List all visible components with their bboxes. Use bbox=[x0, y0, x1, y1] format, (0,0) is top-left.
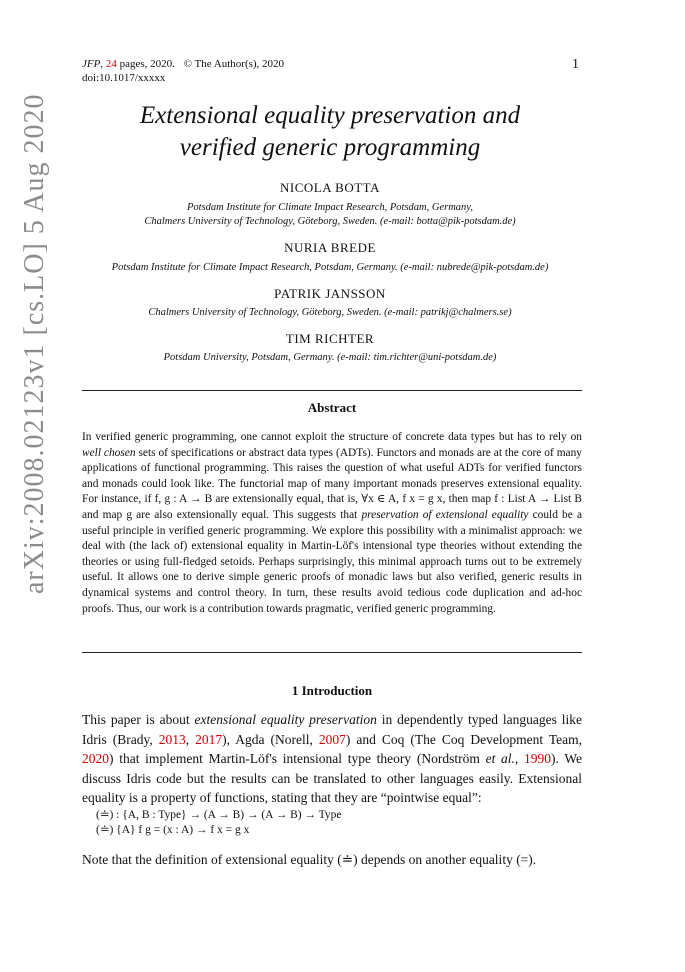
abstract-top-rule bbox=[82, 390, 582, 391]
section-heading: 1 Introduction bbox=[291, 683, 373, 698]
doi: doi:10.1017/xxxxx bbox=[82, 72, 166, 84]
citation-link[interactable]: 2020 bbox=[82, 751, 109, 766]
author-name: NURIA BREDE bbox=[284, 240, 376, 255]
author-affiliation: Potsdam University, Potsdam, Germany. (e-mail: tim.richter@uni-potsdam.de) bbox=[163, 352, 497, 363]
journal-header: JFP, 24 pages, 2020. © The Author(s), 2020 bbox=[82, 58, 285, 70]
pages-count-link[interactable]: 24 bbox=[105, 58, 117, 70]
code-line-1: (≐) : {A, B : Type} → (A → B) → (A → B) → Type bbox=[96, 809, 342, 821]
title-line-2: verified generic programming bbox=[179, 134, 481, 161]
author-affiliation: Potsdam Institute for Climate Impact Research, Potsdam, Germany, bbox=[187, 202, 473, 213]
pages-rest: pages, 2020. bbox=[116, 58, 175, 70]
page-number: 1 bbox=[572, 57, 579, 72]
citation-link[interactable]: 2007 bbox=[318, 731, 346, 747]
citation-link[interactable]: 2013 bbox=[158, 731, 186, 747]
arxiv-stamp: arXiv:2008.02123v1 [cs.LO] 5 Aug 2020 bbox=[19, 93, 50, 594]
closing-sentence: Note that the definition of extensional equality (≐) depends on another equality (=). bbox=[82, 852, 537, 867]
author-name: TIM RICHTER bbox=[285, 331, 375, 346]
author-name: NICOLA BOTTA bbox=[280, 180, 380, 195]
intro-paragraph: This paper is about extensional equality preservation in dependently typed languages like Idris (Brady, 2013, 2017), Agda (Norell, 2007) and Coq (The Coq Development Team, 2020) that implement Martin-Löf's intensional type theory (Nordström et al., 1990). We discuss Idris code but the results can be translated to other languages easily. Extensional equality is a property of functions, stating that they are “pointwise equal”: bbox=[82, 712, 583, 805]
journal-name: JFP bbox=[82, 58, 101, 70]
copyright: © The Author(s), 2020 bbox=[183, 58, 285, 70]
author-affiliation: Chalmers University of Technology, Göteborg, Sweden. (e-mail: patrikj@chalmers.se) bbox=[148, 307, 512, 318]
citation-link[interactable]: 2017 bbox=[195, 731, 223, 747]
citation-link[interactable]: 1990 bbox=[524, 751, 552, 766]
code-line-2: (≐) {A} f g = (x : A) → f x = g x bbox=[96, 824, 250, 836]
paper-title bbox=[80, 100, 580, 164]
title-line-1: Extensional equality preservation and bbox=[139, 102, 521, 129]
abstract-text: In verified generic programming, one cannot exploit the structure of concrete data types but has to rely on well chosen sets of specifications or abstract data types (ADTs). Functors and monads are at the core of many applications of functional programming. This raises the question of what useful ADTs for verified functors and monads could look like. The functorial map of many important monads preserves extensional equality. For instance, if f, g : A → B are extensionally equal, that is, ∀x ∈ A, f x = g x, then map f : List A → List B and map g are also extensionally equal. This suggests that preservation of extensional equality could be a useful principle in verified generic programming. We explore this possibility with a minimalist approach: we deal with (the lack of) extensional equality in Martin-Löf's intensional type theories without extending the theories or using full-fledged setoids. Perhaps surprisingly, this minimal approach turns out to be extremely useful. It allows one to derive simple generic proofs of monadic laws but also verified, generic results in dynamical systems and control theory. In turn, these results avoid tedious code duplication and ad-hoc proofs. Thus, our work is a contribution towards pragmatic, verified generic programming. bbox=[82, 431, 582, 615]
author-affiliation: Potsdam Institute for Climate Impact Research, Potsdam, Germany. (e-mail: nubrede@pik-potsdam.de) bbox=[111, 262, 549, 273]
author-affiliation: Chalmers University of Technology, Göteborg, Sweden. (e-mail: botta@pik-potsdam.de) bbox=[144, 216, 516, 227]
abstract-heading: Abstract bbox=[307, 400, 357, 415]
abstract-bottom-rule bbox=[82, 652, 582, 653]
author-name: PATRIK JANSSON bbox=[274, 286, 386, 301]
